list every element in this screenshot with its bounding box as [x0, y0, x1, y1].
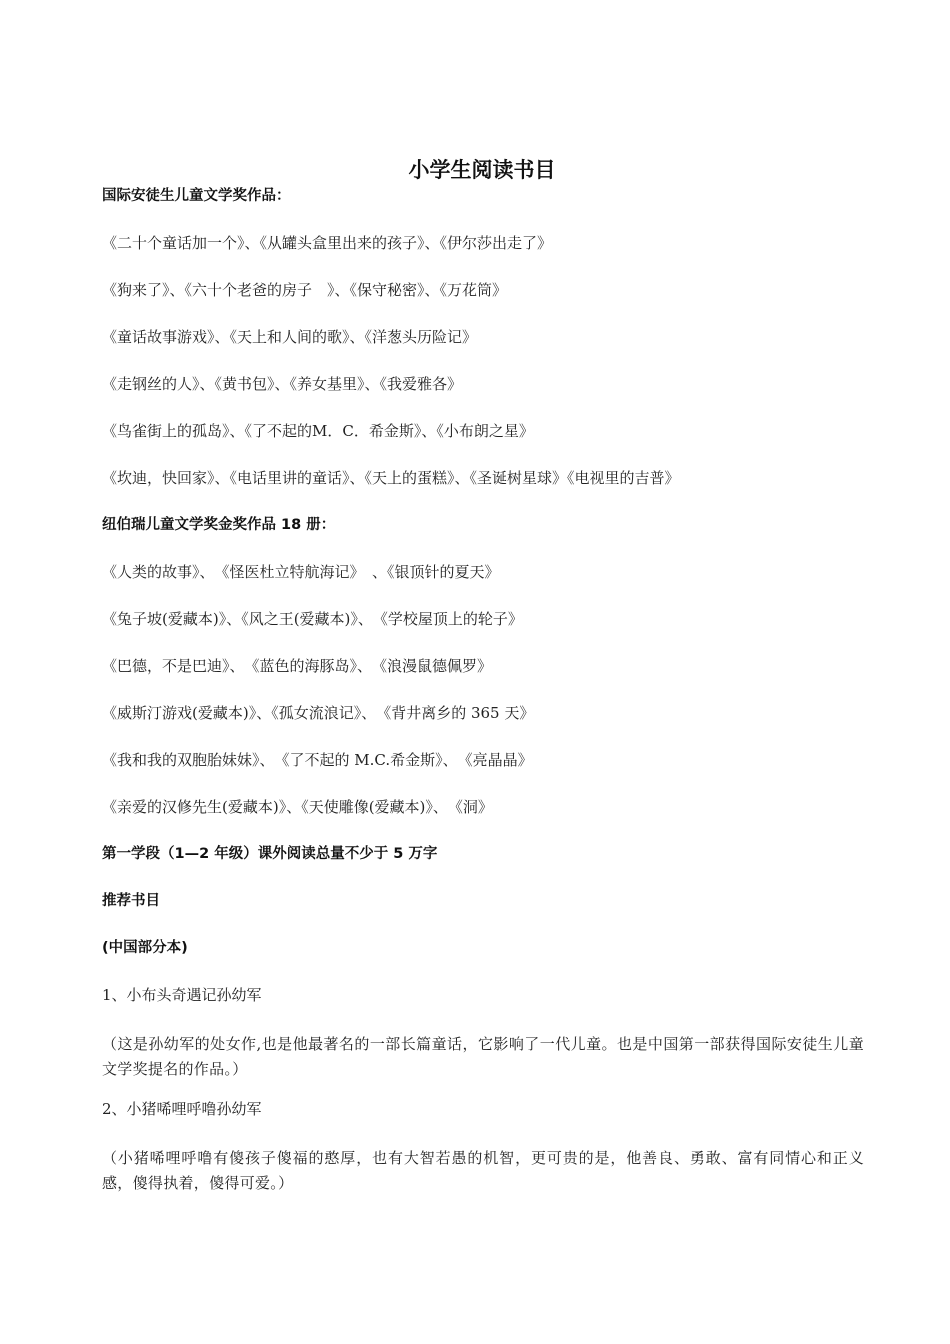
book-list-line: 《兔子坡(爱藏本)》、《风之王(爱藏本)》、 《学校屋顶上的轮子》	[102, 610, 523, 628]
section-heading-stage1: 第一学段（1—2 年级）课外阅读总量不少于 5 万字	[102, 846, 438, 862]
book-list-line: 《二十个童话加一个》、《从罐头盒里出来的孩子》、《伊尔莎出走了》	[102, 234, 553, 252]
book-list-line: 《威斯汀游戏(爱藏本)》、《孤女流浪记》、 《背井离乡的 365 天》	[102, 704, 535, 722]
book-list-line: 《走钢丝的人》、《黄书包》、《养女基里》、《我爱雅各》	[102, 375, 463, 393]
book-list-line: 《亲爱的汉修先生(爱藏本)》、《天使雕像(爱藏本)》、 《洞》	[102, 798, 493, 816]
china-part-heading: (中国部分本)	[102, 940, 188, 956]
book-list-line: 《人类的故事》、 《怪医杜立特航海记》 、《银顶针的夏天》	[102, 563, 500, 581]
recommend-heading: 推荐书目	[102, 893, 160, 909]
book-note: （小猪唏哩呼噜有傻孩子傻福的憨厚，也有大智若愚的机智，更可贵的是，他善良、勇敢、富有同情心和正义感，傻得执着，傻得可爱。）	[102, 1149, 864, 1192]
book-list-line: 《童话故事游戏》、《天上和人间的歌》、《洋葱头历险记》	[102, 328, 478, 346]
document-body	[102, 184, 864, 1213]
book-list-line: 《坎迪，快回家》、《电话里讲的童话》、《天上的蛋糕》、《圣诞树星球》《电视里的吉普》	[102, 469, 680, 487]
section-heading-andersen: 国际安徒生儿童文学奖作品：	[102, 188, 291, 204]
book-title: 1、小布头奇遇记孙幼军	[102, 986, 262, 1004]
book-note: （这是孙幼军的处女作,也是他最著名的一部长篇童话，它影响了一代儿童。也是中国第一部获得国际安徒生儿童文学奖提名的作品。）	[102, 1035, 864, 1078]
page-title: 小学生阅读书目	[408, 158, 556, 182]
section-heading-newbery: 纽伯瑞儿童文学奖金奖作品 18 册：	[102, 517, 336, 533]
book-list-line: 《巴德，不是巴迪》、 《蓝色的海豚岛》、 《浪漫鼠德佩罗》	[102, 657, 493, 675]
book-list-line: 《鸟雀街上的孤岛》、《了不起的M．C．希金斯》、《小布朗之星》	[102, 422, 534, 440]
book-list-line: 《我和我的双胞胎妹妹》、 《了不起的 M.C.希金斯》、 《亮晶晶》	[102, 751, 533, 769]
book-title: 2、小猪唏哩呼噜孙幼军	[102, 1100, 262, 1118]
book-list-line: 《狗来了》、《六十个老爸的房子 》、《保守秘密》、《万花筒》	[102, 281, 508, 299]
